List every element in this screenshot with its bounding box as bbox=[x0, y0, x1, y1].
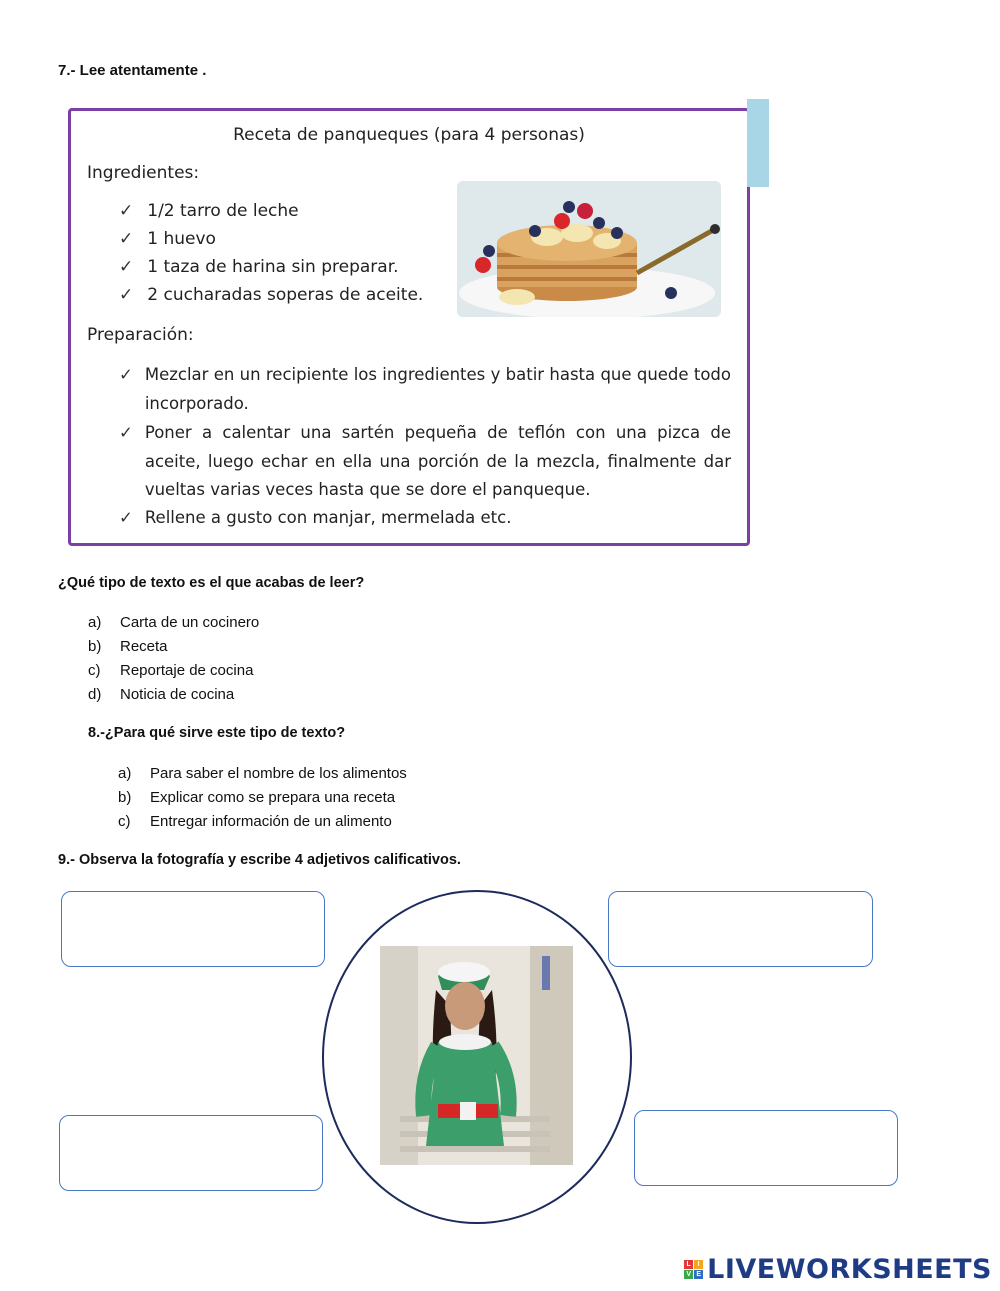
pancake-illustration bbox=[457, 181, 721, 317]
preparation-heading: Preparación: bbox=[87, 325, 194, 345]
preparation-step: ✓ Rellene a gusto con manjar, mermelada etc. bbox=[119, 504, 731, 533]
recipe-title: Receta de panqueques (para 4 personas) bbox=[233, 125, 585, 145]
ingredient-item: ✓ 1 huevo bbox=[119, 229, 216, 249]
preparation-step: ✓ Mezclar en un recipiente los ingredientes y batir hasta que quede todo incorporado. bbox=[119, 361, 731, 418]
ingredient-item: ✓ 1/2 tarro de leche bbox=[119, 201, 299, 221]
option-d[interactable]: d) Noticia de cocina bbox=[88, 685, 235, 703]
question-8-title: 8.-¿Para qué sirve este tipo de texto? bbox=[88, 725, 346, 741]
check-icon: ✓ bbox=[119, 257, 134, 277]
adjective-input-3[interactable] bbox=[59, 1115, 323, 1191]
elf-costume-photo bbox=[380, 946, 573, 1165]
option-a[interactable]: a) Carta de un cocinero bbox=[88, 613, 260, 631]
page-corner-decoration bbox=[747, 99, 769, 187]
person-illustration bbox=[380, 946, 573, 1165]
options-list-purpose bbox=[118, 761, 407, 833]
check-icon: ✓ bbox=[119, 423, 133, 442]
preparation-step: ✓ Poner a calentar una sartén pequeña de teflón con una pizca de aceite, luego echar en ella una porción de la mezcla, finalmente dar vueltas varias veces hasta que se dore el panqueque. bbox=[119, 419, 731, 505]
option-b[interactable]: b) Explicar como se prepara una receta bbox=[118, 788, 396, 806]
check-icon: ✓ bbox=[119, 508, 133, 527]
check-icon: ✓ bbox=[119, 285, 134, 305]
recipe-card bbox=[68, 108, 750, 546]
ingredient-item: ✓ 2 cucharadas soperas de aceite. bbox=[119, 285, 424, 305]
option-c[interactable]: c) Reportaje de cocina bbox=[88, 661, 254, 679]
pancake-photo bbox=[457, 181, 721, 317]
option-b[interactable]: b) Receta bbox=[88, 637, 168, 655]
logo-text: LIVEWORKSHEETS bbox=[707, 1254, 992, 1285]
question-9-title: 9.- Observa la fotografía y escribe 4 adjetivos calificativos. bbox=[58, 852, 461, 868]
question-text-type: ¿Qué tipo de texto es el que acabas de leer? bbox=[58, 575, 365, 591]
liveworksheets-logo bbox=[684, 1254, 992, 1285]
adjective-input-4[interactable] bbox=[634, 1110, 898, 1186]
check-icon: ✓ bbox=[119, 365, 133, 384]
question-7-title: 7.- Lee atentamente . bbox=[58, 62, 207, 79]
ingredients-heading: Ingredientes: bbox=[87, 163, 200, 183]
option-a[interactable]: a) Para saber el nombre de los alimentos bbox=[118, 764, 407, 782]
adjective-input-1[interactable] bbox=[61, 891, 325, 967]
check-icon: ✓ bbox=[119, 201, 134, 221]
ingredient-item: ✓ 1 taza de harina sin preparar. bbox=[119, 257, 399, 277]
adjective-input-2[interactable] bbox=[608, 891, 873, 967]
options-list-text-type bbox=[88, 610, 259, 706]
option-c[interactable]: c) Entregar información de un alimento bbox=[118, 812, 392, 830]
check-icon: ✓ bbox=[119, 229, 134, 249]
logo-tiles-icon: L I V E bbox=[684, 1260, 703, 1279]
